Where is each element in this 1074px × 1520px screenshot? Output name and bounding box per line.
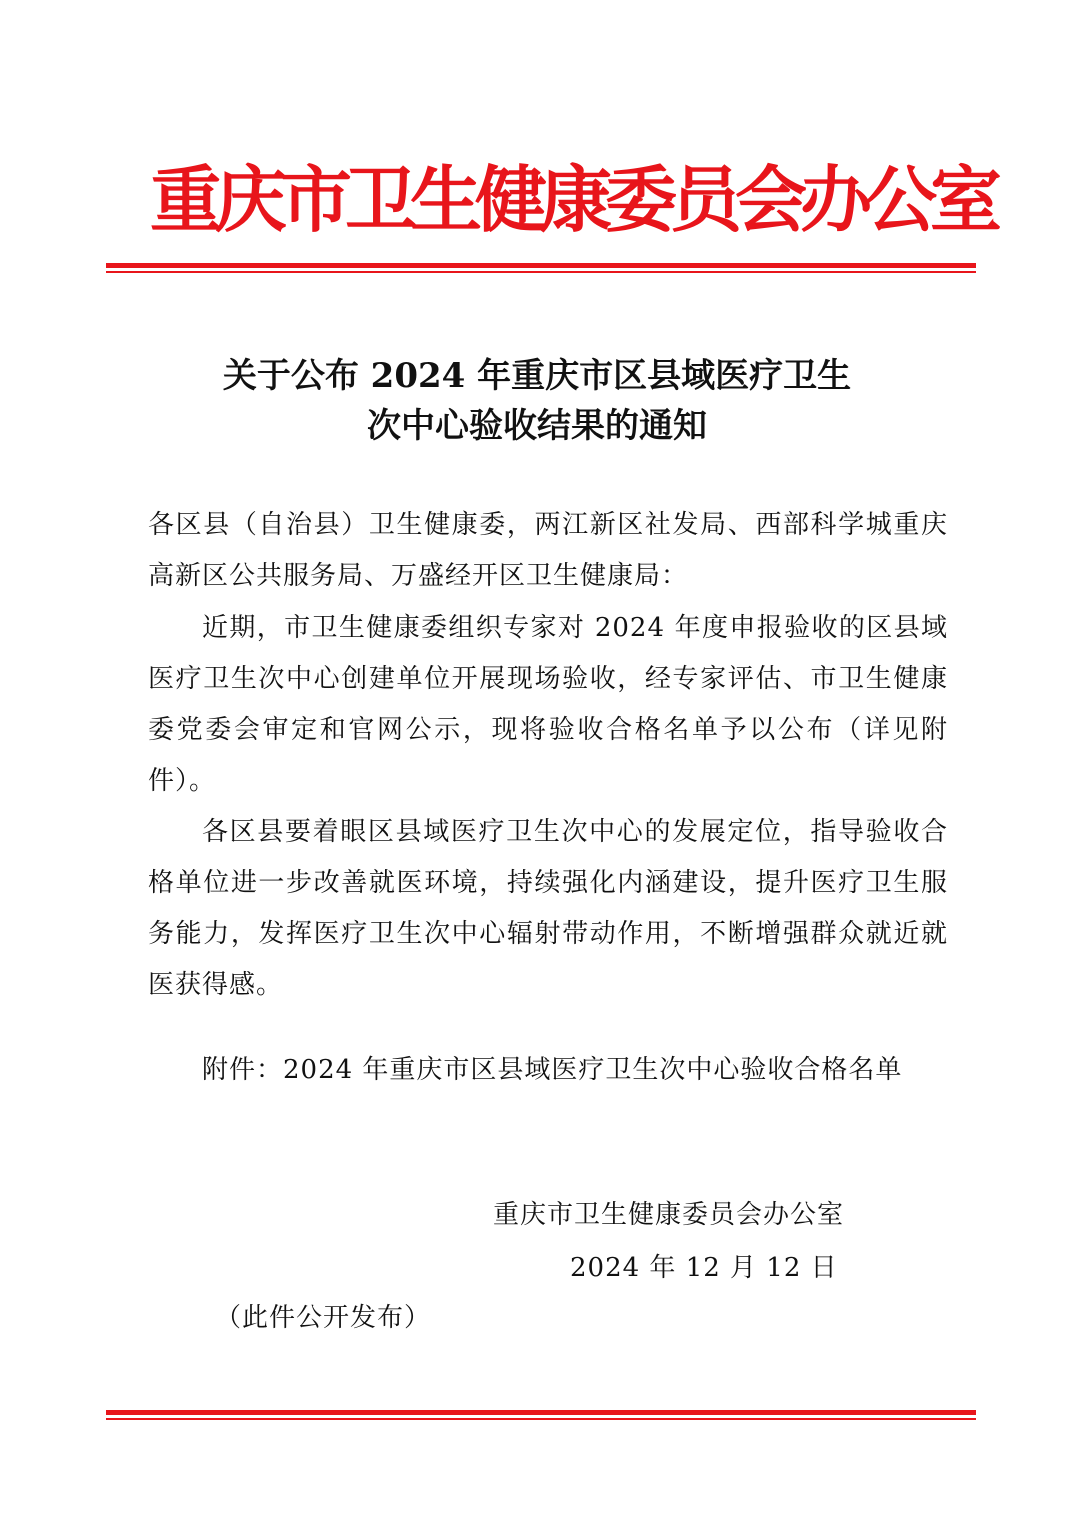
body-paragraph-1: 近期，市卫生健康委组织专家对 2024 年度申报验收的区县域医疗卫生次中心创建单位开展现场验收，经专家评估、市卫生健康委党委会审定和官网公示，现将验收合格名单予以公布（详见附件）。 <box>148 613 948 796</box>
body-paragraph-2: 各区县要着眼区县域医疗卫生次中心的发展定位，指导验收合格单位进一步改善就医环境，持续强化内涵建设，提升医疗卫生服务能力，发挥医疗卫生次中心辐射带动作用，不断增强群众就近就医获得感。 <box>148 817 948 1000</box>
document-title-line-2: 次中心验收结果的通知 <box>367 406 707 446</box>
document-title-line-1: 关于公布 2024 年重庆市区县域医疗卫生 <box>222 356 852 396</box>
issuer-signature: 重庆市卫生健康委员会办公室 <box>493 1200 845 1230</box>
footer-divider <box>106 1410 976 1420</box>
salutation: 各区县（自治县）卫生健康委，两江新区社发局、西部科学城重庆高新区公共服务局、万盛经开区卫生健康局： <box>148 510 948 591</box>
masthead-divider <box>106 263 976 273</box>
attachment-note: 附件：2024 年重庆市区县域医疗卫生次中心验收合格名单 <box>202 1055 903 1085</box>
issue-date: 2024 年 12 月 12 日 <box>570 1253 838 1283</box>
disclosure-note: （此件公开发布） <box>215 1303 432 1333</box>
masthead-org-name: 重庆市卫生健康委员会办公室 <box>150 158 996 242</box>
